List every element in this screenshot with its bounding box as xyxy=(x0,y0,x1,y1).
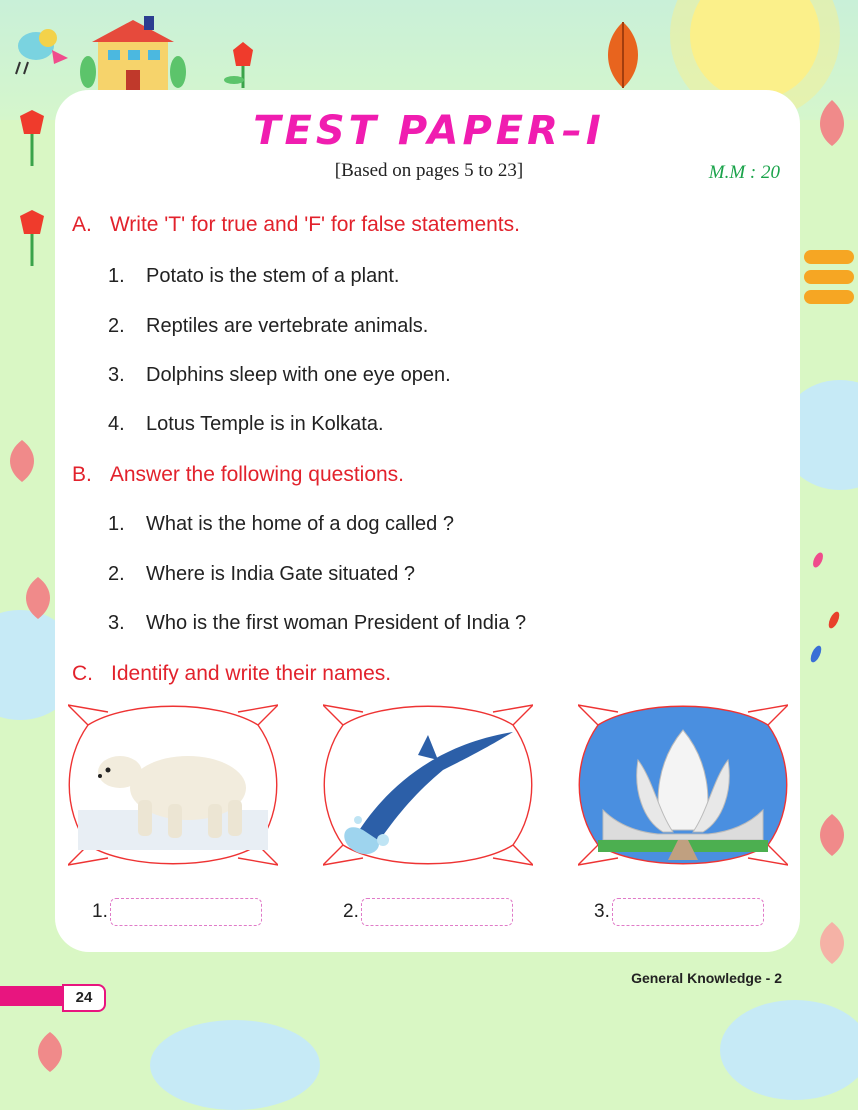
question-number: 4. xyxy=(108,413,125,435)
answer-label: 3. xyxy=(594,901,610,922)
question-text: What is the home of a dog called ? xyxy=(146,513,454,535)
cloud-decoration xyxy=(150,1020,320,1110)
leaf-icon xyxy=(4,438,40,484)
leaf-icon xyxy=(814,920,850,966)
picture-frame-2 xyxy=(323,700,533,868)
question-text: Reptiles are vertebrate animals. xyxy=(146,315,429,337)
answer-input[interactable] xyxy=(361,898,513,926)
question-number: 1. xyxy=(108,265,125,287)
leaf-icon xyxy=(598,20,648,90)
section-a-heading xyxy=(72,213,520,237)
leaf-icon xyxy=(800,230,858,310)
page-number: 24 xyxy=(62,984,106,1012)
question-number: 1. xyxy=(108,513,125,535)
polar-bear-icon xyxy=(68,700,278,868)
answer-label: 1. xyxy=(92,901,108,922)
question-item xyxy=(108,413,384,436)
question-number: 3. xyxy=(108,364,125,386)
section-letter: B. xyxy=(72,463,92,486)
question-item xyxy=(108,364,451,387)
answer-input[interactable] xyxy=(110,898,262,926)
picture-frame-1 xyxy=(68,700,278,868)
answer-label: 2. xyxy=(343,901,359,922)
section-b-heading xyxy=(72,463,404,487)
question-number: 2. xyxy=(108,563,125,585)
question-number: 2. xyxy=(108,315,125,337)
dolphin-icon xyxy=(323,700,533,868)
page-subtitle: [Based on pages 5 to 23] xyxy=(334,160,524,181)
question-number: 3. xyxy=(108,612,125,634)
bird-icon xyxy=(8,18,70,78)
answer-3 xyxy=(594,898,764,926)
question-text: Who is the first woman President of India ? xyxy=(146,612,527,634)
answer-input[interactable] xyxy=(612,898,764,926)
question-text: Where is India Gate situated ? xyxy=(146,563,416,585)
lotus-temple-icon xyxy=(578,700,788,868)
question-text: Potato is the stem of a plant. xyxy=(146,265,400,287)
section-letter: A. xyxy=(72,213,92,236)
answer-2 xyxy=(343,898,513,926)
tulip-icon xyxy=(10,208,56,268)
max-marks: M.M : 20 xyxy=(708,162,780,183)
section-text: Write 'T' for true and 'F' for false statements. xyxy=(109,213,520,236)
section-letter: C. xyxy=(72,662,93,685)
section-text: Identify and write their names. xyxy=(111,662,392,685)
question-item xyxy=(108,563,415,586)
question-item xyxy=(108,265,399,288)
tulip-icon xyxy=(218,40,268,90)
leaf-icon xyxy=(30,1030,70,1072)
question-text: Lotus Temple is in Kolkata. xyxy=(146,413,384,435)
book-title: General Knowledge - 2 xyxy=(631,970,782,986)
drop-icon xyxy=(808,550,848,670)
leaf-icon xyxy=(814,812,850,858)
section-c-heading xyxy=(72,662,391,686)
leaf-icon xyxy=(20,575,56,621)
question-item xyxy=(108,612,526,635)
page-title: TEST PAPER–I xyxy=(253,108,605,154)
cloud-decoration xyxy=(720,1000,858,1100)
question-item xyxy=(108,315,428,338)
answer-1 xyxy=(92,898,262,926)
picture-frame-3 xyxy=(578,700,788,868)
question-text: Dolphins sleep with one eye open. xyxy=(146,364,451,386)
question-item xyxy=(108,513,454,536)
house-icon xyxy=(78,12,188,92)
section-text: Answer the following questions. xyxy=(109,463,405,486)
